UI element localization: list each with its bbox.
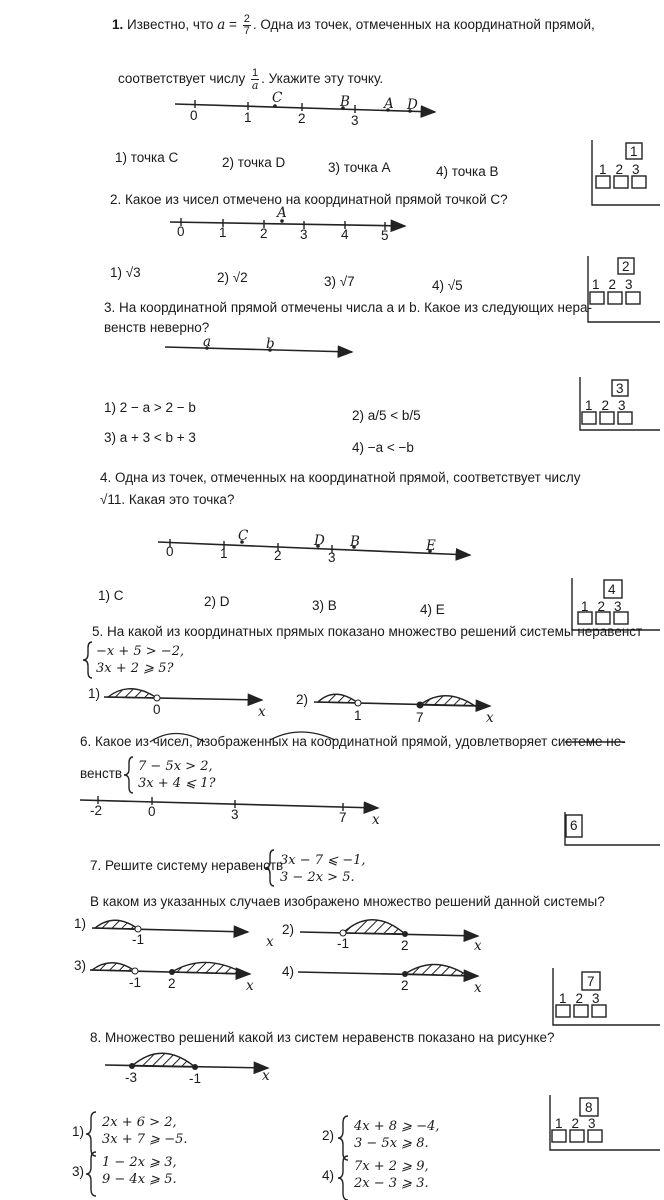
q7-option-1[interactable]: 1): [74, 916, 87, 931]
q6-tick-x: x: [372, 812, 380, 828]
q7-l3-x: x: [246, 978, 254, 994]
q3-text-2: венств неверно?: [104, 320, 210, 335]
q2-option-3[interactable]: 3) √7: [324, 274, 355, 289]
q2-box-digits: 123: [592, 277, 642, 292]
q8-option-4[interactable]: 4): [322, 1168, 335, 1183]
q5-option-1[interactable]: 1): [88, 686, 101, 701]
q2-option-1[interactable]: 1) √3: [110, 265, 141, 280]
q1-point-a: A: [384, 96, 394, 112]
q1-tick-2: 2: [298, 111, 306, 126]
q7-l2-m1: -1: [337, 936, 350, 951]
q1-text-2: соответствует числу $\frac{1}{a}$ . Укажите эту точку.: [118, 67, 384, 92]
q8-option-3[interactable]: 3): [72, 1164, 85, 1179]
q8-system-2: 4x + 8 ⩾ −4, 3 − 5x ⩾ 8.: [354, 1119, 440, 1151]
q4-text: 4. Одна из точек, отмеченных на координатной прямой, соответствует числу: [100, 470, 581, 485]
q3-option-3[interactable]: 3) a + 3 < b + 3: [104, 430, 196, 445]
q8-box-digits: 123: [555, 1116, 605, 1131]
q8-text: 8. Множество решений какой из систем неравенств показано на рисунке?: [90, 1030, 555, 1045]
q3-option-2[interactable]: 2) a/5 < b/5: [352, 408, 421, 423]
q5-l2-seven: 7: [416, 710, 424, 725]
q4-option-2[interactable]: 2) D: [204, 594, 230, 609]
q2-text: 2. Какое из чисел отмечено на координатной прямой точкой C?: [110, 192, 508, 207]
q8-tick-x: x: [262, 1068, 270, 1084]
q4-box-number: 4: [608, 582, 616, 597]
q1-option-3[interactable]: 3) точка A: [328, 160, 391, 175]
q7-l3-m1: -1: [129, 975, 142, 990]
q8-tick-m1: -1: [189, 1071, 202, 1086]
q1-text: 1. Известно, что a = $\frac{2}{7}$ . Одна из точек, отмеченных на координатной прямой,: [112, 13, 595, 37]
q3-option-4[interactable]: 4) −a < −b: [352, 440, 414, 455]
q3-point-b: b: [266, 336, 275, 352]
q8-system-3: 1 − 2x ⩾ 3, 9 − 4x ⩾ 5.: [102, 1155, 177, 1187]
q5-l2-x: x: [486, 710, 494, 726]
q4-tick-0: 0: [166, 544, 174, 559]
q2-tick-0: 0: [177, 224, 185, 239]
q3-point-a: a: [203, 334, 212, 350]
q1-option-1[interactable]: 1) точка C: [115, 150, 179, 165]
q6-tick-7: 7: [339, 810, 347, 825]
q4-point-d: D: [314, 533, 325, 549]
q8-option-1[interactable]: 1): [72, 1124, 85, 1139]
q4-point-c: C: [238, 528, 249, 544]
q4-point-e: E: [426, 538, 436, 554]
q1-box-number: 1: [630, 144, 638, 159]
q5-l1-zero: 0: [153, 702, 161, 717]
q5-text: 5. На какой из координатных прямых показано множество решений системы неравенст: [92, 624, 643, 639]
q4-tick-2: 2: [274, 548, 282, 563]
q3-box-digits: 123: [585, 398, 635, 413]
q7-box-number: 7: [587, 974, 595, 989]
q5-option-2[interactable]: 2): [296, 692, 309, 707]
q2-tick-4: 4: [341, 227, 349, 242]
q1-point-c: C: [272, 90, 283, 106]
q3-box-number: 3: [616, 381, 624, 396]
q3-text: 3. На координатной прямой отмечены числа a и b. Какое из следующих нера-: [104, 300, 592, 315]
q7-l2-2: 2: [401, 938, 409, 953]
q8-system-1: 2x + 6 > 2, 3x + 7 ⩾ −5.: [102, 1115, 188, 1147]
q3-option-1[interactable]: 1) 2 − a > 2 − b: [104, 400, 196, 415]
q1-option-4[interactable]: 4) точка B: [436, 164, 499, 179]
q4-tick-1: 1: [220, 546, 228, 561]
q6-text: 6. Какое из чисел, изображенных на координатной прямой, удовлетворяет системе не-: [80, 734, 626, 749]
q2-tick-1: 1: [219, 225, 227, 240]
q7-l2-x: x: [474, 938, 482, 954]
q4-option-4[interactable]: 4) E: [420, 602, 445, 617]
q7-l3-2: 2: [168, 976, 176, 991]
q1-point-d: D: [407, 97, 418, 113]
q7-box-digits: 123: [559, 991, 609, 1006]
q6-pre: венств: [80, 766, 123, 781]
q7-option-4[interactable]: 4): [282, 964, 295, 979]
q4-option-1[interactable]: 1) C: [98, 588, 124, 603]
q4-option-3[interactable]: 3) B: [312, 598, 337, 613]
q7-l1-x: x: [266, 934, 274, 950]
q6-tick-m2: -2: [90, 803, 103, 818]
q7-l4-x: x: [474, 980, 482, 996]
q1-tick-0: 0: [190, 108, 198, 123]
q7-text-2: В каком из указанных случаев изображено множество решений данной системы?: [90, 894, 605, 909]
q5-system: −x + 5 > −2, 3x + 2 ⩾ 5?: [96, 644, 185, 676]
q7-option-2[interactable]: 2): [282, 922, 295, 937]
q6-tick-3: 3: [231, 807, 239, 822]
q8-box-number: 8: [585, 1100, 593, 1115]
q4-tick-3: 3: [328, 550, 336, 565]
q1-tick-3: 3: [351, 113, 359, 128]
q4-point-b: B: [350, 534, 360, 550]
q7-text: 7. Решите систему неравенств: [90, 858, 284, 873]
q1-point-b: B: [340, 94, 350, 110]
q7-l1-m1: -1: [132, 932, 145, 947]
q6-system: 7 − 5x > 2, 3x + 4 ⩽ 1?: [138, 759, 216, 791]
q1-box-digits: 123: [599, 162, 649, 177]
q1-tick-1: 1: [244, 110, 252, 125]
q6-box-number: 6: [570, 818, 578, 833]
q5-l1-x: x: [258, 704, 266, 720]
q2-box-number: 2: [622, 259, 630, 274]
q4-box-digits: 123: [581, 599, 631, 614]
q8-tick-m3: -3: [125, 1070, 138, 1085]
q7-system: 3x − 7 ⩽ −1, 3 − 2x > 5.: [280, 853, 366, 885]
q2-option-4[interactable]: 4) √5: [432, 278, 463, 293]
q2-tick-3: 3: [300, 227, 308, 242]
q8-option-2[interactable]: 2): [322, 1128, 335, 1143]
q7-l4-2: 2: [401, 978, 409, 993]
q2-option-2[interactable]: 2) √2: [217, 270, 248, 285]
q5-l2-one: 1: [354, 708, 362, 723]
q6-tick-0: 0: [148, 804, 156, 819]
q2-tick-5: 5: [381, 228, 389, 243]
q7-option-3[interactable]: 3): [74, 958, 87, 973]
q1-option-2[interactable]: 2) точка D: [222, 155, 286, 170]
q4-text-2: √11. Какая это точка?: [100, 492, 235, 507]
q2-point-a: A: [277, 205, 287, 221]
q2-tick-2: 2: [260, 226, 268, 241]
q8-system-4: 7x + 2 ⩾ 9, 2x − 3 ⩾ 3.: [354, 1159, 429, 1191]
